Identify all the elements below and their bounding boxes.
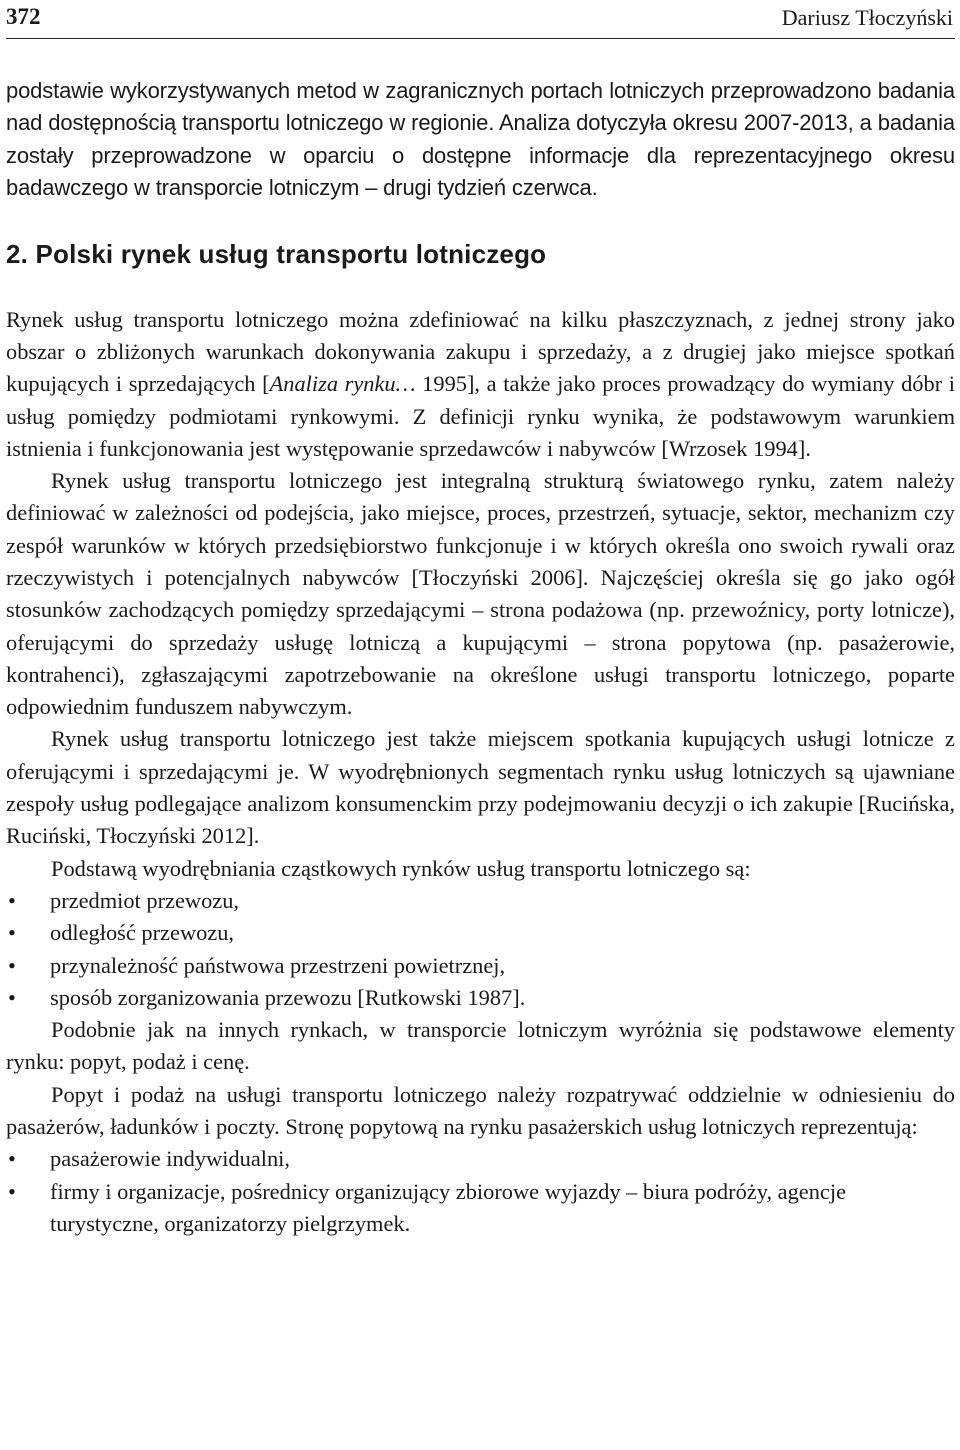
paragraph-5: Podobnie jak na innych rynkach, w transporcie lotniczym wyróżnia się podstawowe elementy rynku: popyt, podaż i cenę. <box>6 1017 955 1075</box>
paragraph-1-text-b: 1995], a także jako proces prowadzący do wymiany dóbr i usług pomiędzy podmiotami rynkowymi. Z definicji rynku wynika, że podstawowym warunkiem istnienia i funkcjonowania jest występowanie sprzedawców i nabywców [Wrzosek 1994]. <box>6 371 956 461</box>
paragraph-6: Popyt i podaż na usługi transportu lotniczego należy rozpatrywać oddzielnie w odniesieniu do pasażerów, ładunków i poczty. Stronę popytową na rynku pasażerskich usług lotniczych reprezentują: <box>6 1081 955 1140</box>
paragraph-4: Podstawą wyodrębniania cząstkowych rynków usług transportu lotniczego są: <box>51 855 751 881</box>
list-item-text: sposób zorganizowania przewozu [Rutkowski 1987]. <box>50 984 526 1010</box>
segmentation-criteria-list <box>6 885 955 1014</box>
section-heading: 2. Polski rynek usług transportu lotniczego <box>6 238 547 269</box>
list-item <box>6 885 955 917</box>
list-item-text: pasażerowie indywidualni, <box>50 1146 290 1172</box>
paragraph-3: Rynek usług transportu lotniczego jest także miejscem spotkania kupujących usługi lotnicze z oferującymi i sprzedającymi je. W wyodrębnionych segmentach rynku usług lotniczych są ujawniane zespoły usług podlegające analizom konsumenckim przy podejmowaniu decyzji o ich zakupie [Rucińska, Ruciński, Tłoczyński 2012]. <box>6 726 955 849</box>
list-item-text: odległość przewozu, <box>50 920 235 946</box>
list-item <box>6 982 955 1014</box>
bullet-icon: • <box>8 1178 16 1204</box>
list-item-text: przedmiot przewozu, <box>50 887 239 913</box>
list-item <box>6 917 955 949</box>
bullet-icon: • <box>8 952 16 978</box>
bullet-icon: • <box>8 887 16 913</box>
paragraph-2: Rynek usług transportu lotniczego jest integralną strukturą światowego rynku, zatem należy definiować w zależności od podejścia, jako miejsce, proces, przestrzeń, sytuacje, sektor, mechanizm czy zespół warunków w których przedsiębiorstwo funkcjonuje i w których określa ono swoich rywali oraz rzeczywistych i potencjalnych nabywców [Tłoczyński 2006]. Najczęściej określa się go jako ogół stosunków zachodzących pomiędzy sprzedającymi – strona podażowa (np. przewoźnicy, porty lotnicze), oferującymi do sprzedaży usługę lotniczą a kupującymi – strona popytowa (np. pasażerowie, kontrahenci), zgłaszającymi zapotrzebowanie na określone usługi transportu lotniczego, poparte odpowiednim funduszem nabywczym. <box>6 468 955 720</box>
demand-side-list <box>6 1143 955 1240</box>
intro-text <box>6 75 955 205</box>
list-item-text: firmy i organizacje, pośrednicy organizujący zbiorowe wyjazdy – biura podróży, agencje turystyczne, organizatorzy pielgrzymek. <box>50 1178 847 1236</box>
running-header-author: Dariusz Tłoczyński <box>781 5 953 30</box>
citation-italic: Analiza rynku… <box>269 371 416 397</box>
paragraph-1-text-a: Rynek usług transportu lotniczego można zdefiniować na kilku płaszczyznach, z jednej strony jako obszar o zbliżonych warunkach dokonywania zakupu i sprzedaży, a z drugiej jako miejsce spotkań kupujących i sprzedających [ <box>6 306 955 397</box>
list-item <box>6 1143 955 1175</box>
intro-paragraph: podstawie wykorzystywanych metod w zagranicznych portach lotniczych przeprowadzono badania nad dostępnością transportu lotniczego w regionie. Analiza dotyczyła okresu 2007-2013, a badania zostały przeprowadzone w oparciu o dostępne informacje dla reprezentacyjnego okresu badawczego w transporcie lotniczym – drugi tydzień czerwca. <box>6 78 955 201</box>
page-number: 372 <box>6 4 41 29</box>
list-item-text: przynależność państwowa przestrzeni powietrznej, <box>50 952 506 978</box>
running-header <box>6 0 955 39</box>
paragraph-1 <box>6 304 955 465</box>
list-item <box>6 1176 955 1241</box>
bullet-icon: • <box>8 1146 16 1172</box>
list-item <box>6 950 955 982</box>
section-body <box>6 304 955 1241</box>
bullet-icon: • <box>8 920 16 946</box>
bullet-icon: • <box>8 984 16 1010</box>
